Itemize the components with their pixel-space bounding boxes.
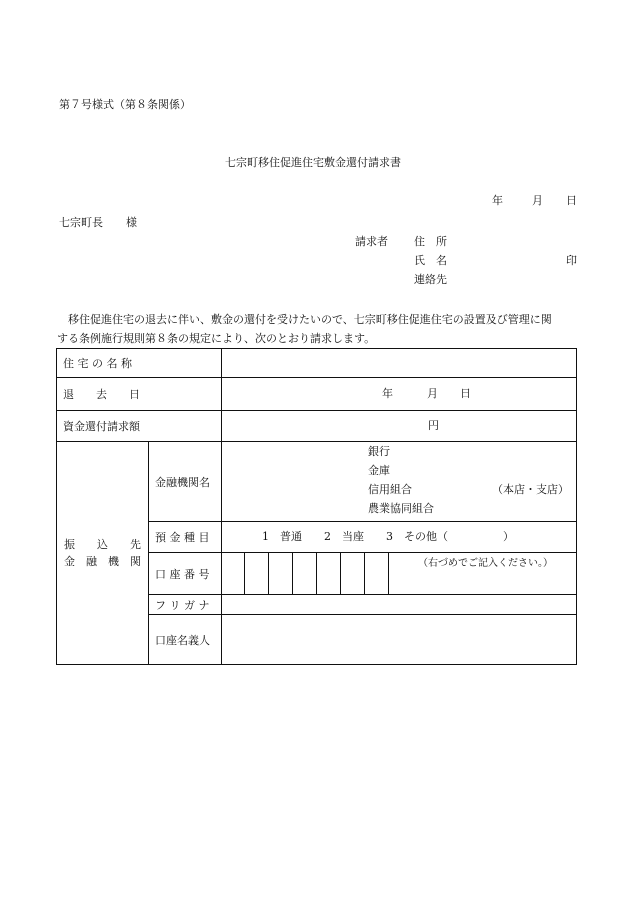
- moveout-day: 日: [460, 387, 471, 400]
- row-refund-amount: [57, 411, 577, 442]
- form-number: 第７号様式（第８条関係）: [59, 98, 191, 111]
- bank-type-bank: 銀行: [368, 445, 390, 458]
- date-month: 月: [532, 194, 543, 207]
- digit-box[interactable]: [341, 553, 365, 594]
- body-text-line1: 移住促進住宅の退去に伴い、敷金の還付を受けたいので、七宗町移住促進住宅の設置及び管理に関: [68, 313, 552, 326]
- housing-name-field[interactable]: [222, 349, 577, 378]
- furigana-field[interactable]: [222, 595, 577, 615]
- transfer-label-line1: 振 込 先: [64, 538, 141, 551]
- bank-type-agri-coop: 農業協同組合: [368, 502, 434, 515]
- bank-type-credit-union: 信用組合: [368, 483, 412, 496]
- deposit-type-options: 1 普通 2 当座 3 その他（ ）: [262, 530, 514, 543]
- addressee-honorific: 様: [126, 216, 137, 229]
- transfer-label-line2: 金 融 機 関: [64, 555, 141, 568]
- digit-box[interactable]: [293, 553, 317, 594]
- digit-box[interactable]: [269, 553, 293, 594]
- branch-type: （本店・支店）: [492, 483, 569, 496]
- refund-amount-unit: 円: [428, 419, 439, 432]
- moveout-date-label: 退 去 日: [57, 378, 222, 411]
- claimant-label: 請求者: [355, 235, 388, 248]
- bank-type-shinkin: 金庫: [368, 464, 390, 477]
- account-number-field[interactable]: [222, 553, 577, 595]
- row-bank-name: [57, 442, 577, 522]
- transfer-bank-label: [57, 442, 149, 665]
- bank-name-label: 金融機関名: [149, 442, 222, 522]
- row-moveout-date: [57, 378, 577, 411]
- digit-box[interactable]: [317, 553, 341, 594]
- bank-name-field[interactable]: [222, 442, 577, 522]
- contact-label: 連絡先: [414, 273, 447, 286]
- digit-box[interactable]: [245, 553, 269, 594]
- digit-box[interactable]: [222, 553, 245, 594]
- account-number-label: 口 座 番 号: [149, 553, 222, 595]
- moveout-year: 年: [382, 387, 393, 400]
- moveout-month: 月: [427, 387, 438, 400]
- refund-amount-label: 資金還付請求額: [57, 411, 222, 442]
- account-holder-field[interactable]: [222, 615, 577, 665]
- body-text-line2: する条例施行規則第８条の規定により、次のとおり請求します。: [57, 332, 376, 345]
- furigana-label: フ リ ガ ナ: [149, 595, 222, 615]
- addressee-name: 七宗町長: [59, 216, 103, 229]
- seal-mark: 印: [566, 254, 577, 267]
- document-title: 七宗町移住促進住宅敷金還付請求書: [225, 156, 401, 169]
- digit-box[interactable]: [365, 553, 389, 594]
- account-note: （右づめでご記入ください。）: [418, 558, 553, 569]
- housing-name-label: 住 宅 の 名 称: [57, 349, 222, 378]
- moveout-date-field[interactable]: [222, 378, 577, 411]
- address-label: 住 所: [414, 235, 447, 248]
- refund-amount-field[interactable]: [222, 411, 577, 442]
- date-day: 日: [566, 194, 577, 207]
- deposit-type-label: 預 金 種 目: [149, 522, 222, 553]
- date-year: 年: [492, 194, 503, 207]
- name-label: 氏 名: [414, 254, 447, 267]
- account-holder-label: 口座名義人: [149, 615, 222, 665]
- row-housing-name: [57, 349, 577, 378]
- deposit-type-field[interactable]: [222, 522, 577, 553]
- request-table: [56, 348, 577, 665]
